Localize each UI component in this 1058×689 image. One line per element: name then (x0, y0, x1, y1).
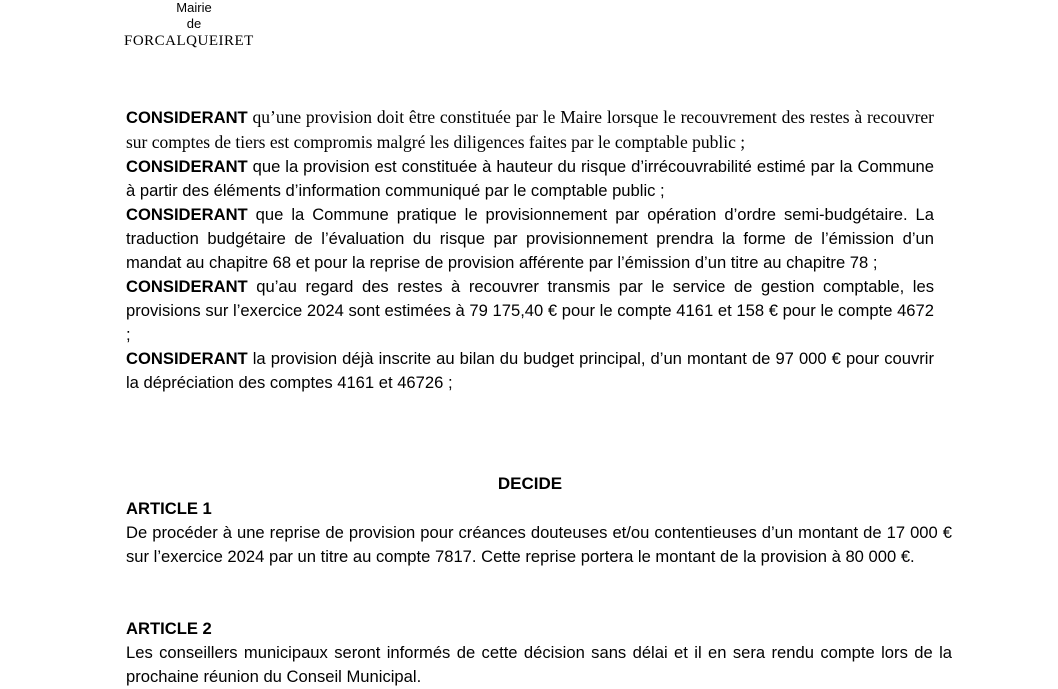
article-body: De procéder à une reprise de provision pour créances douteuses et/ou contentieuses d’un montant de 17 000 € sur l’exercice 2024 par un titre au compte 7817. Cette reprise portera le montant de la provision à 80 000 €. (126, 523, 952, 566)
considerant-keyword: CONSIDERANT (126, 277, 248, 296)
letterhead-mairie: Mairie (176, 0, 212, 15)
considerant-paragraph (126, 155, 934, 203)
letterhead-de: de (186, 16, 202, 31)
article-title: ARTICLE 2 (126, 619, 212, 638)
considerant-paragraph (126, 275, 934, 347)
considerant-text: la provision déjà inscrite au bilan du budget principal, d’un montant de 97 000 € pour couvrir la dépréciation des comptes 4161 et 46726 ; (126, 349, 934, 392)
article-title: ARTICLE 1 (126, 499, 212, 518)
letterhead-city: FORCALQUEIRET (124, 33, 254, 49)
decide-heading: DECIDE (497, 474, 563, 493)
considerant-paragraph (126, 105, 934, 155)
considerant-text: que la Commune pratique le provisionnement par opération d’ordre semi-budgétaire. La traduction budgétaire de l’évaluation du risque par provisionnement prendra la forme de l’émission d’un mandat au chapitre 68 et pour la reprise de provision afférente par l’émission d’un titre au chapitre 78 ; (126, 205, 934, 272)
letterhead (124, 0, 264, 50)
considerant-paragraph (126, 347, 934, 395)
considerant-text: que la provision est constituée à hauteur du risque d’irrécouvrabilité estimé par la Commune à partir des éléments d’information communiqué par le comptable public ; (126, 157, 934, 200)
considerant-text: qu’une provision doit être constituée par le Maire lorsque le recouvrement des restes à recouvrer sur comptes de tiers est compromis malgré les diligences faites par le comptable public ; (126, 107, 934, 152)
article-body: Les conseillers municipaux seront informés de cette décision sans délai et il en sera rendu compte lors de la prochaine réunion du Conseil Municipal. (126, 643, 952, 686)
considerants-section (126, 105, 934, 395)
considerant-keyword: CONSIDERANT (126, 349, 248, 368)
considerant-keyword: CONSIDERANT (126, 205, 248, 224)
considerant-keyword: CONSIDERANT (126, 157, 248, 176)
article-2 (126, 617, 952, 689)
considerant-text: qu’au regard des restes à recouvrer transmis par le service de gestion comptable, les provisions sur l’exercice 2024 sont estimées à 79 175,40 € pour le compte 4161 et 158 € pour le compte 4672 ; (126, 277, 934, 344)
article-1 (126, 497, 952, 569)
considerant-keyword: CONSIDERANT (126, 108, 248, 127)
considerant-paragraph (126, 203, 934, 275)
